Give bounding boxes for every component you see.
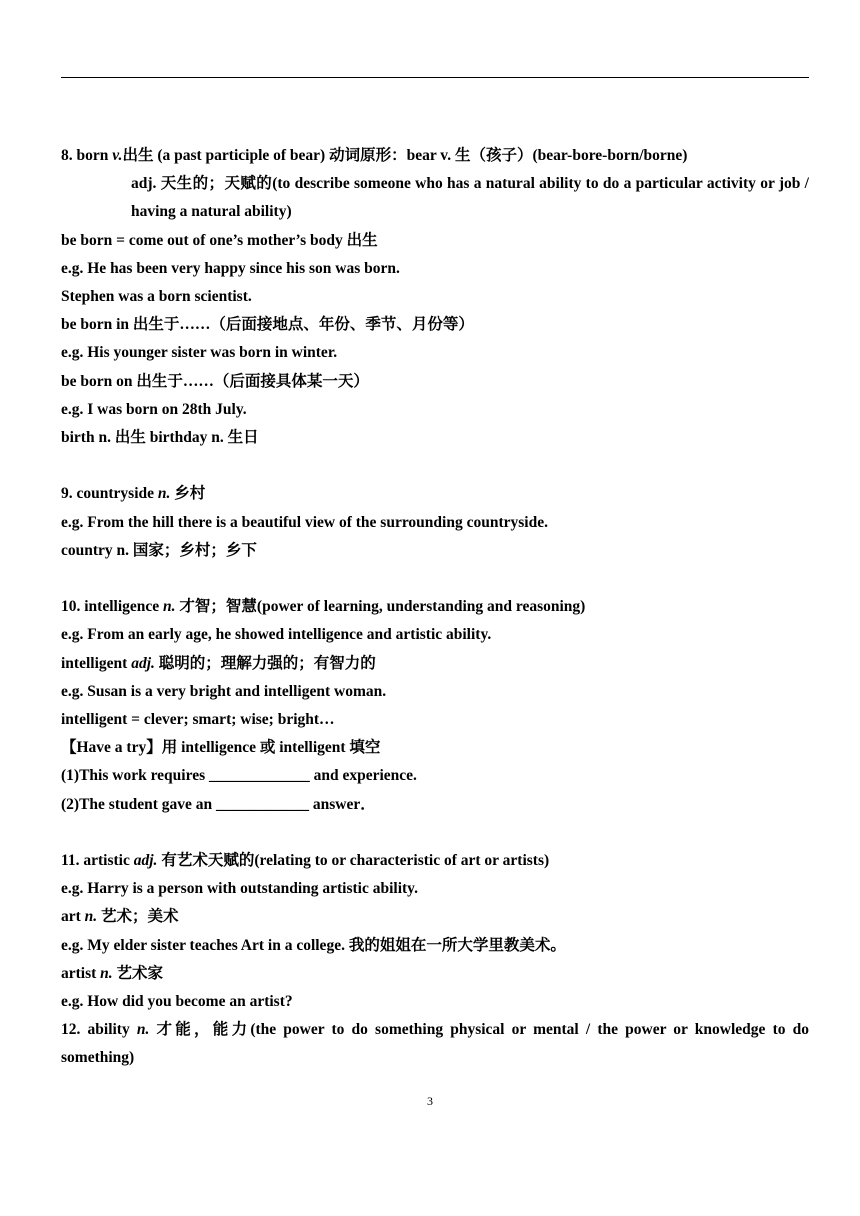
part-of-speech: adj. [131,654,155,672]
definition: 艺术；美术 [97,908,179,926]
exercise-item: (2)The student gave an ____________ answer． [61,795,376,813]
example-line: e.g. How did you become an artist? [61,993,293,1011]
definition: 才能，能力(the power to do something physical or mental / the power or knowledge to do something) [61,1021,809,1067]
text-line [61,903,809,931]
page-number: 3 [427,1094,433,1108]
example-line: e.g. From an early age, he showed intelligence and artistic ability. [61,626,492,644]
definition: 乡村 [170,485,206,503]
definition: 艺术家 [112,964,164,982]
definition: 出生 (a past participle of bear) 动词原形：bear v. 生（孩子）(bear-bore-born/borne) [122,147,688,164]
definition: 有艺术天赋的(relating to or characteristic of art or artists) [157,852,550,870]
part-of-speech: n. [100,964,113,982]
part-of-speech: n. [163,598,176,616]
text-line [61,960,809,988]
headword: 9. countryside [61,485,158,503]
headword: artist [61,964,101,982]
example-line: e.g. My elder sister teaches Art in a college. 我的姐姐在一所大学里教美术。 [61,936,566,954]
entry-ability [61,1016,809,1072]
example-line: e.g. He has been very happy since his son was born. [61,259,400,277]
part-of-speech: v. [112,147,123,164]
headword: 8. born [61,147,113,164]
text-line: country n. 国家；乡村；乡下 [61,541,257,559]
example-line: e.g. From the hill there is a beautiful view of the surrounding countryside. [61,513,548,531]
entry-born-line-1 [61,142,809,170]
entry-artistic [61,847,809,875]
text-line: be born = come out of one’s mother’s body 出生 [61,231,378,249]
entry-intelligence [61,593,809,621]
headword: 12. ability [61,1021,137,1039]
example-line: e.g. Susan is a very bright and intelligent woman. [61,682,387,700]
definition: 聪明的；理解力强的；有智力的 [154,654,376,672]
text-line: be born in 出生于……（后面接地点、年份、季节、月份等） [61,316,474,334]
text-line: birth n. 出生 birthday n. 生日 [61,429,259,447]
example-line: e.g. I was born on 28th July. [61,400,247,418]
entry-born-line-2: adj. 天生的；天赋的(to describe someone who has a natural ability to do a particular activity or job / having a natural ability) [131,175,809,221]
example-line: e.g. Harry is a person with outstanding artistic ability. [61,880,418,898]
document-body [61,142,809,1073]
exercise-item: (1)This work requires _____________ and experience. [61,767,417,785]
part-of-speech: adj. [133,852,158,870]
entry-countryside [61,480,809,508]
part-of-speech: n. [84,908,98,926]
headword: art [61,908,85,926]
text-line: intelligent = clever; smart; wise; bright… [61,711,335,729]
headword: intelligent [61,654,132,672]
header-rule [61,77,809,78]
example-line: Stephen was a born scientist. [61,288,252,306]
exercise-heading: 【Have a try】用 intelligence 或 intelligent 填空 [61,739,381,757]
headword: 10. intelligence [61,598,164,616]
text-line [61,650,809,678]
example-line: e.g. His younger sister was born in winter. [61,344,338,362]
headword: 11. artistic [61,852,134,870]
text-line: be born on 出生于……（后面接具体某一天） [61,372,369,390]
part-of-speech: n. [157,485,171,503]
part-of-speech: n. [136,1021,150,1039]
definition: 才智；智慧(power of learning, understanding and reasoning) [175,598,586,616]
